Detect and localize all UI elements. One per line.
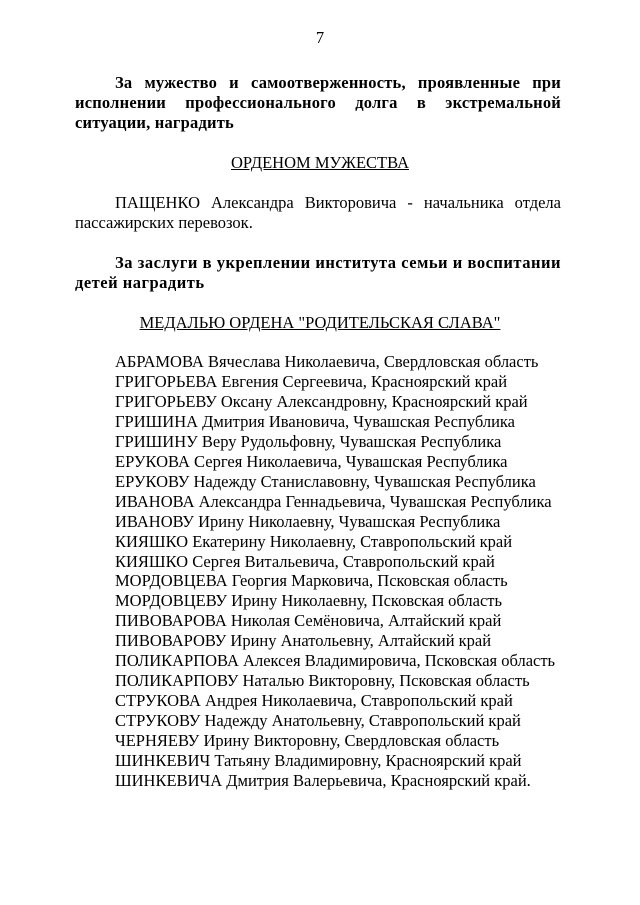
section2-award-heading — [0, 313, 640, 333]
page-number: 7 — [315, 28, 325, 47]
recipient-item: ГРИШИНА Дмитрия Ивановича, Чувашская Республика — [115, 411, 515, 431]
recipient-item: ПИВОВАРОВА Николая Семёновича, Алтайский край — [115, 611, 502, 631]
recipient-item: ГРИГОРЬЕВУ Оксану Александровну, Красноярский край — [115, 391, 528, 411]
recipient-item: СТРУКОВА Андрея Николаевича, Ставропольский край — [115, 691, 513, 711]
recipient-item: ЕРУКОВУ Надежду Станиславовну, Чувашская Республика — [115, 471, 536, 491]
recipient-item: ЕРУКОВА Сергея Николаевича, Чувашская Республика — [115, 451, 508, 471]
section1-intro: За мужество и самоотверженность, проявленные при исполнении профессионального долга в экстремальной ситуации, наградить — [75, 73, 561, 132]
recipient-item: КИЯШКО Сергея Витальевича, Ставропольский край — [115, 551, 495, 571]
recipient-item: ШИНКЕВИЧА Дмитрия Валерьевича, Красноярский край. — [115, 771, 531, 791]
award-title: ОРДЕНОМ МУЖЕСТВА — [231, 153, 409, 172]
section2-intro: За заслуги в укреплении института семьи и воспитании детей наградить — [75, 253, 561, 292]
recipient-item: ПОЛИКАРПОВУ Наталью Викторовну, Псковская область — [115, 671, 530, 691]
recipient-item: ГРИГОРЬЕВА Евгения Сергеевича, Красноярский край — [115, 371, 508, 391]
section1-award-heading — [0, 153, 640, 173]
section1-recipient: ПАЩЕНКО Александра Викторовича - начальника отдела пассажирских перевозок. — [75, 193, 561, 232]
recipient-item: АБРАМОВА Вячеслава Николаевича, Свердловская область — [115, 352, 539, 371]
award-title: МЕДАЛЬЮ ОРДЕНА "РОДИТЕЛЬСКАЯ СЛАВА" — [139, 313, 501, 332]
recipients-list — [115, 352, 555, 791]
recipient-item: ИВАНОВА Александра Геннадьевича, Чувашская Республика — [115, 491, 552, 511]
recipient-item: ГРИШИНУ Веру Рудольфовну, Чувашская Республика — [115, 431, 502, 451]
recipient-item: ИВАНОВУ Ирину Николаевну, Чувашская Республика — [115, 511, 501, 531]
recipient-item: ЧЕРНЯЕВУ Ирину Викторовну, Свердловская область — [115, 731, 500, 751]
recipient-item: КИЯШКО Екатерину Николаевну, Ставропольский край — [115, 531, 513, 551]
recipient-item: МОРДОВЦЕВУ Ирину Николаевну, Псковская область — [115, 591, 503, 611]
recipient-item: ПИВОВАРОВУ Ирину Анатольевну, Алтайский край — [115, 631, 492, 651]
recipient-item: МОРДОВЦЕВА Георгия Марковича, Псковская область — [115, 571, 508, 591]
recipient-item: СТРУКОВУ Надежду Анатольевну, Ставропольский край — [115, 711, 521, 731]
recipient-item: ШИНКЕВИЧ Татьяну Владимировну, Красноярский край — [115, 751, 522, 771]
recipient-item: ПОЛИКАРПОВА Алексея Владимировича, Псковская область — [115, 651, 556, 671]
